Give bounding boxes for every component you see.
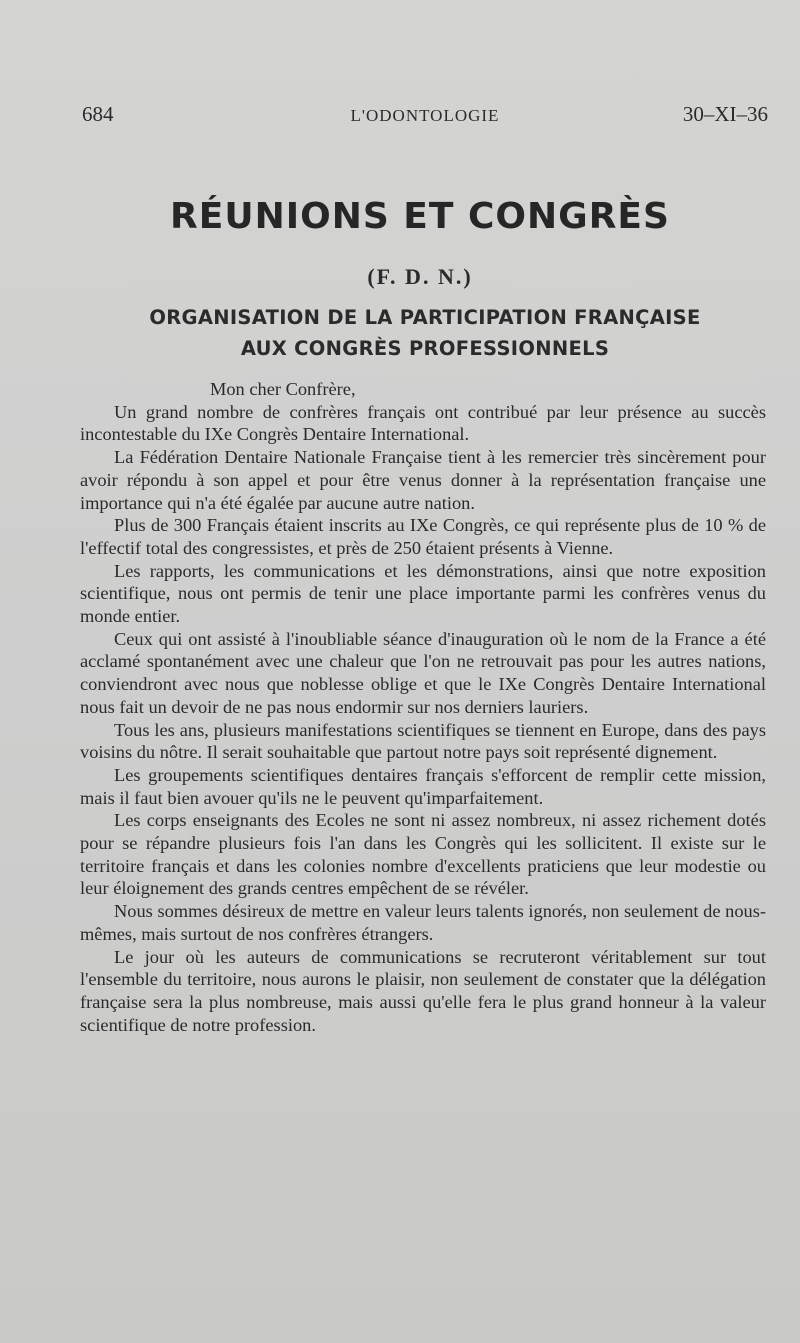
- issue-date: 30–XI–36: [682, 102, 768, 126]
- paragraph: Nous sommes désireux de mettre en valeur leurs talents ignorés, non seulement de nous-mêmes, mais surtout de nos confrères étrangers.: [80, 901, 766, 944]
- section-heading-line2: AUX CONGRÈS PROFESSIONNELS: [240, 337, 610, 360]
- section-heading-line1: ORGANISATION DE LA PARTICIPATION FRANÇAISE: [149, 306, 701, 329]
- journal-title: L'ODONTOLOGIE: [350, 106, 500, 125]
- page-number: 684: [82, 102, 114, 126]
- salutation: Mon cher Confrère,: [210, 379, 356, 399]
- paragraph: Plus de 300 Français étaient inscrits au IXe Congrès, ce qui représente plus de 10 % de l'effectif total des congressistes, et près de 250 étaient présents à Vienne.: [80, 515, 766, 558]
- article-body: [80, 378, 766, 1036]
- running-head: [82, 102, 768, 134]
- page-title: RÉUNIONS ET CONGRÈS: [170, 196, 670, 237]
- paragraph: Les groupements scientifiques dentaires français s'efforcent de remplir cette mission, mais il faut bien avouer qu'ils ne le peuvent qu'imparfaitement.: [80, 764, 766, 808]
- paragraph: Les corps enseignants des Ecoles ne sont ni assez nombreux, ni assez richement dotés pour se répandre plusieurs fois l'an dans les Congrès qui les sollicitent. Il existe sur le territoire français et dans les colonies nombre d'excellents praticiens que leur modestie ou leur éloignement des grands centres empêchent de se révéler.: [80, 810, 766, 899]
- paragraph: Les rapports, les communications et les démonstrations, ainsi que notre exposition scientifique, nous ont permis de tenir une place importante parmi les confrères venus du monde entier.: [80, 560, 766, 627]
- paragraph: Tous les ans, plusieurs manifestations scientifiques se tiennent en Europe, dans des pays voisins du nôtre. Il serait souhaitable que partout notre pays soit représenté dignement.: [80, 719, 766, 763]
- paragraph: Le jour où les auteurs de communications se recruteront véritablement sur tout l'ensemble du territoire, nous aurons le plaisir, non seulement de constater que la délégation française sera la plus nombreuse, mais aussi qu'elle fera le plus grand honneur à la valeur scientifique de notre profession.: [80, 946, 766, 1035]
- paragraph: Ceux qui ont assisté à l'inoubliable séance d'inauguration où le nom de la France a été acclamé spontanément avec une chaleur que l'on ne retrouvait pas pour les autres nations, conviendront avec nous que noblesse oblige et que le IXe Congrès Dentaire International nous fait un devoir de ne pas nous endormir sur nos derniers lauriers.: [80, 628, 766, 717]
- paragraph: La Fédération Dentaire Nationale Française tient à les remercier très sincèrement pour avoir répondu à son appel et pour être venus donner à la représentation française une importance qui n'a été égalée par aucune autre nation.: [80, 447, 766, 513]
- subtitle: (F. D. N.): [367, 264, 473, 289]
- paragraph: Un grand nombre de confrères français ont contribué par leur présence au succès incontestable du IXe Congrès Dentaire International.: [80, 401, 766, 445]
